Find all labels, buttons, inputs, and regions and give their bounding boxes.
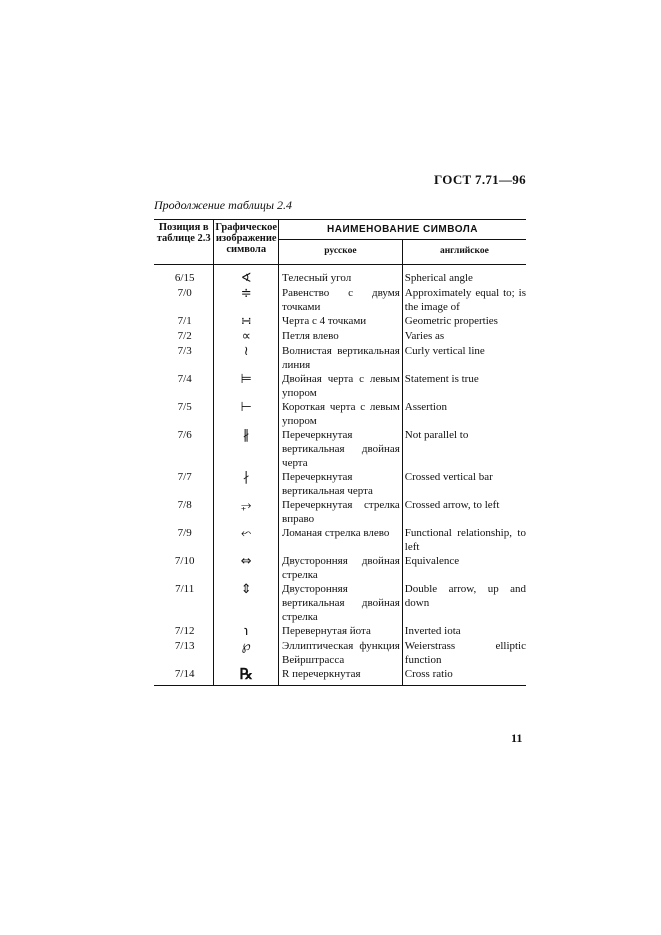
symbol-glyph: ⥅ xyxy=(241,498,252,513)
russian-name-cell: Телесный угол xyxy=(279,265,403,287)
position-cell: 7/4 xyxy=(154,372,214,400)
table-row xyxy=(154,498,526,526)
russian-name-cell: Двусторонняя вертикальная двойная стрелка xyxy=(279,582,403,624)
position-cell: 7/11 xyxy=(154,582,214,624)
russian-name-cell: Черта с 4 точками xyxy=(279,314,403,329)
symbol-cell xyxy=(214,624,279,639)
column-header-russian: русское xyxy=(279,240,403,265)
symbol-cell xyxy=(214,329,279,344)
table-caption: Продолжение таблицы 2.4 xyxy=(154,198,293,212)
symbol-cell xyxy=(214,428,279,470)
table-row xyxy=(154,667,526,686)
symbol-cell xyxy=(214,639,279,667)
english-name-cell: Crossed arrow, to left xyxy=(404,499,500,511)
symbol-cell xyxy=(214,667,279,686)
table-row xyxy=(154,428,526,470)
russian-name-cell: Волнистая вертикальная линия xyxy=(279,344,403,372)
russian-name-cell: Двусторонняя двойная стрелка xyxy=(279,554,403,582)
table-row xyxy=(154,286,526,314)
russian-name-cell: Эллиптическая функция Вейрштрасса xyxy=(279,639,403,667)
english-name-cell: Cross ratio xyxy=(402,667,526,686)
table-row xyxy=(154,582,526,624)
table-row xyxy=(154,265,526,287)
position-cell: 7/7 xyxy=(154,470,214,498)
table-row xyxy=(154,372,526,400)
russian-name-cell: Короткая черта с левым упором xyxy=(279,400,403,428)
russian-name-cell: Перевернутая йота xyxy=(279,624,403,639)
table-row xyxy=(154,329,526,344)
symbol-cell xyxy=(214,470,279,498)
table-row xyxy=(154,470,526,498)
symbol-glyph: ∝ xyxy=(241,329,251,344)
document-code: ГОСТ 7.71—96 xyxy=(434,172,526,187)
position-cell: 7/1 xyxy=(154,314,214,329)
english-name-cell: Spherical angle xyxy=(404,272,473,284)
symbol-glyph: ℩ xyxy=(244,624,249,639)
table-row xyxy=(154,344,526,372)
english-name-cell: Inverted iota xyxy=(404,625,461,637)
symbol-glyph: ⬿ xyxy=(241,526,252,541)
symbol-glyph: ≑ xyxy=(240,286,252,301)
russian-name-cell: Петля влево xyxy=(279,329,403,344)
position-cell: 7/0 xyxy=(154,286,214,314)
symbol-cell xyxy=(214,400,279,428)
position-cell: 7/2 xyxy=(154,329,214,344)
symbol-cell xyxy=(214,554,279,582)
column-header-position: Позиция в таблице 2.3 xyxy=(154,220,214,265)
symbol-glyph: ∺ xyxy=(240,314,252,329)
english-name-cell: Varies as xyxy=(404,330,445,342)
position-cell: 6/15 xyxy=(154,265,214,287)
english-name-cell: Not parallel to xyxy=(404,429,469,441)
table-row xyxy=(154,314,526,329)
column-header-english: английское xyxy=(402,240,526,265)
position-cell: 7/12 xyxy=(154,624,214,639)
position-cell: 7/6 xyxy=(154,428,214,470)
symbol-glyph: ⇔ xyxy=(240,554,252,569)
russian-name-cell: Равенство с двумя точками xyxy=(279,286,403,314)
english-name-cell: Approximately equal to; is the image of xyxy=(404,287,526,313)
table-row xyxy=(154,554,526,582)
symbol-glyph: ∦ xyxy=(242,428,250,443)
symbol-cell xyxy=(214,344,279,372)
russian-name-cell: Двойная черта с левым упором xyxy=(279,372,403,400)
symbol-cell xyxy=(214,582,279,624)
symbol-glyph: ⊨ xyxy=(240,372,252,387)
russian-name-cell: Перечеркнутая вертикальная двойная черта xyxy=(279,428,403,470)
russian-name-cell: R перечеркнутая xyxy=(279,667,403,686)
english-name-cell: Statement is true xyxy=(404,373,479,385)
position-cell: 7/3 xyxy=(154,344,214,372)
symbol-cell xyxy=(214,498,279,526)
english-name-cell: Functional relationship, to left xyxy=(404,527,526,553)
symbol-cell xyxy=(214,265,279,287)
symbol-glyph: ⇕ xyxy=(240,582,252,597)
position-cell: 7/9 xyxy=(154,526,214,554)
english-name-cell: Geometric properties xyxy=(404,315,498,327)
english-name-cell: Crossed vertical bar xyxy=(404,471,493,483)
table-row xyxy=(154,624,526,639)
symbol-cell xyxy=(214,372,279,400)
table-row xyxy=(154,639,526,667)
position-cell: 7/13 xyxy=(154,639,214,667)
table-row xyxy=(154,400,526,428)
position-cell: 7/14 xyxy=(154,667,214,686)
position-cell: 7/5 xyxy=(154,400,214,428)
english-name-cell: Curly vertical line xyxy=(404,345,485,357)
symbol-glyph: ≀ xyxy=(243,344,249,359)
symbol-cell xyxy=(214,314,279,329)
symbol-glyph: ⊢ xyxy=(240,400,252,415)
russian-name-cell: Перечеркнутая стрелка вправо xyxy=(279,498,403,526)
table-body xyxy=(154,265,526,686)
symbol-cell xyxy=(214,526,279,554)
russian-name-cell: Перечеркнутая вертикальная черта xyxy=(279,470,403,498)
english-name-cell: Double arrow, up and down xyxy=(404,583,526,609)
symbol-table xyxy=(154,219,526,686)
column-header-name: НАИМЕНОВАНИЕ СИМВОЛА xyxy=(279,220,526,240)
english-name-cell: Equivalence xyxy=(404,555,460,567)
position-cell: 7/8 xyxy=(154,498,214,526)
symbol-glyph: ℘ xyxy=(241,639,251,654)
english-name-cell: Assertion xyxy=(404,401,447,413)
position-cell: 7/10 xyxy=(154,554,214,582)
symbol-cell xyxy=(214,286,279,314)
column-header-image: Графическое изображение символа xyxy=(214,220,279,265)
english-name-cell: Weierstrass elliptic function xyxy=(404,640,526,666)
symbol-glyph: ∢ xyxy=(240,271,252,286)
symbol-glyph: ∤ xyxy=(242,470,250,485)
page-number: 11 xyxy=(511,731,523,745)
russian-name-cell: Ломаная стрелка влево xyxy=(279,526,403,554)
table-row xyxy=(154,526,526,554)
symbol-glyph: ℞ xyxy=(239,665,253,683)
